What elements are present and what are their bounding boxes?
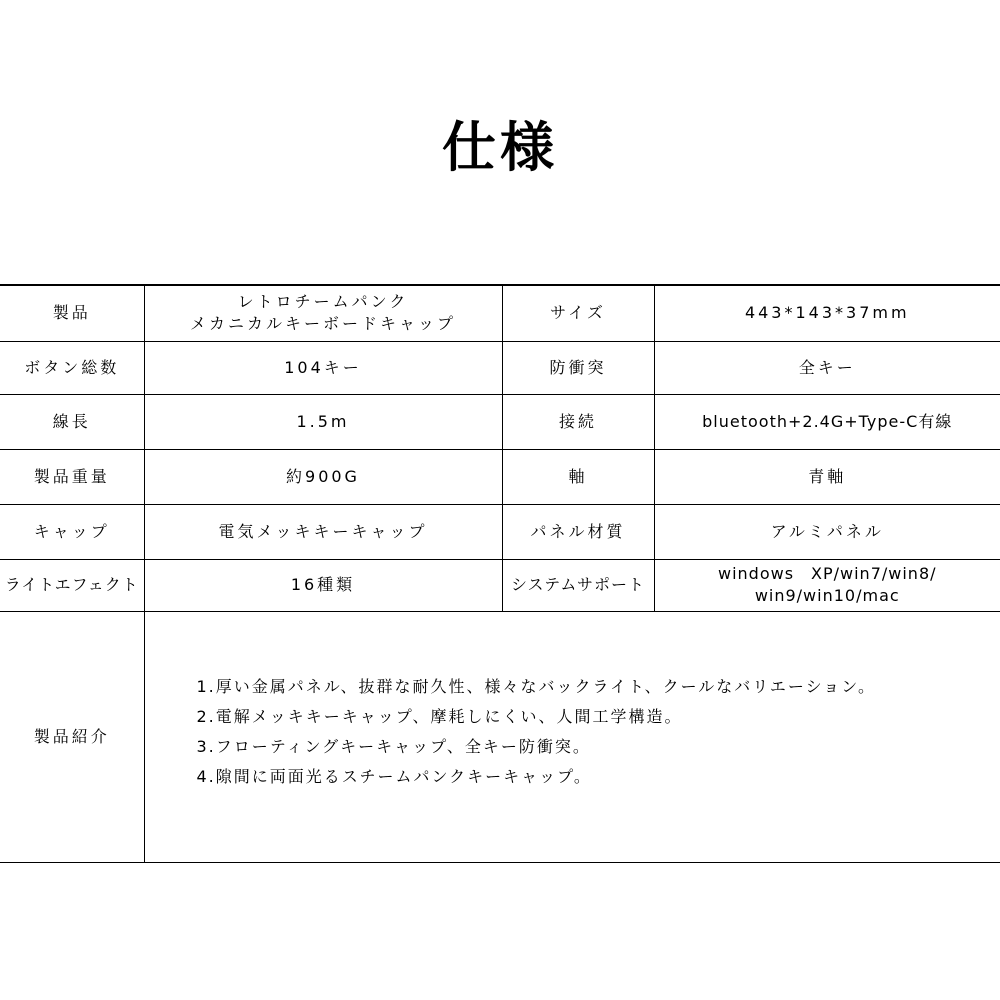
spec-label: 製品重量 [0, 449, 144, 504]
spec-value-line: windows XP/win7/win8/ [717, 564, 937, 583]
spec-value: 1.5m [144, 394, 502, 449]
list-item: 2.電解メッキキーキャップ、摩耗しにくい、人間工学構造。 [196, 706, 683, 726]
list-item: 1.厚い金属パネル、抜群な耐久性、様々なバックライト、クールなバリエーション。 [196, 676, 877, 696]
intro-list [145, 612, 1000, 792]
spec-label: キャップ [0, 504, 144, 559]
table-row [0, 394, 1000, 449]
spec-label: 軸 [502, 449, 654, 504]
spec-value: 16種類 [144, 559, 502, 611]
spec-value: bluetooth+2.4G+Type-C有線 [654, 394, 1000, 449]
spec-value-line: メカニカルキーボードキャップ [189, 314, 456, 334]
spec-label: ライトエフェクト [0, 559, 144, 611]
spec-value [654, 559, 1000, 611]
table-row [0, 449, 1000, 504]
table-row [0, 611, 1000, 862]
spec-label: 製品 [0, 285, 144, 341]
spec-label: システムサポート [502, 559, 654, 611]
page-title: 仕様 [442, 115, 558, 179]
spec-value-line: レトロチームパンク [237, 292, 409, 312]
table-row [0, 341, 1000, 394]
spec-value: 全キー [654, 341, 1000, 394]
spec-value: 電気メッキキーキャップ [144, 504, 502, 559]
spec-value: 104キー [144, 341, 502, 394]
spec-label: 線長 [0, 394, 144, 449]
spec-label: 防衝突 [502, 341, 654, 394]
spec-label: ボタン総数 [0, 341, 144, 394]
spec-label: 接続 [502, 394, 654, 449]
spec-value: 443*143*37mm [654, 285, 1000, 341]
list-item: 3.フローティングキーキャップ、全キー防衝突。 [196, 736, 591, 756]
intro-label: 製品紹介 [0, 611, 144, 862]
table-row [0, 285, 1000, 341]
spec-table [0, 284, 1000, 863]
table-row [0, 504, 1000, 559]
intro-content [144, 611, 1000, 862]
spec-label: パネル材質 [502, 504, 654, 559]
spec-value-line: win9/win10/mac [754, 586, 900, 605]
spec-value: 青軸 [654, 449, 1000, 504]
spec-label: サイズ [502, 285, 654, 341]
list-item: 4.隙間に両面光るスチームパンクキーキャップ。 [196, 766, 592, 786]
spec-value [144, 285, 502, 341]
spec-value: 約900G [144, 449, 502, 504]
table-row [0, 559, 1000, 611]
spec-value: アルミパネル [654, 504, 1000, 559]
